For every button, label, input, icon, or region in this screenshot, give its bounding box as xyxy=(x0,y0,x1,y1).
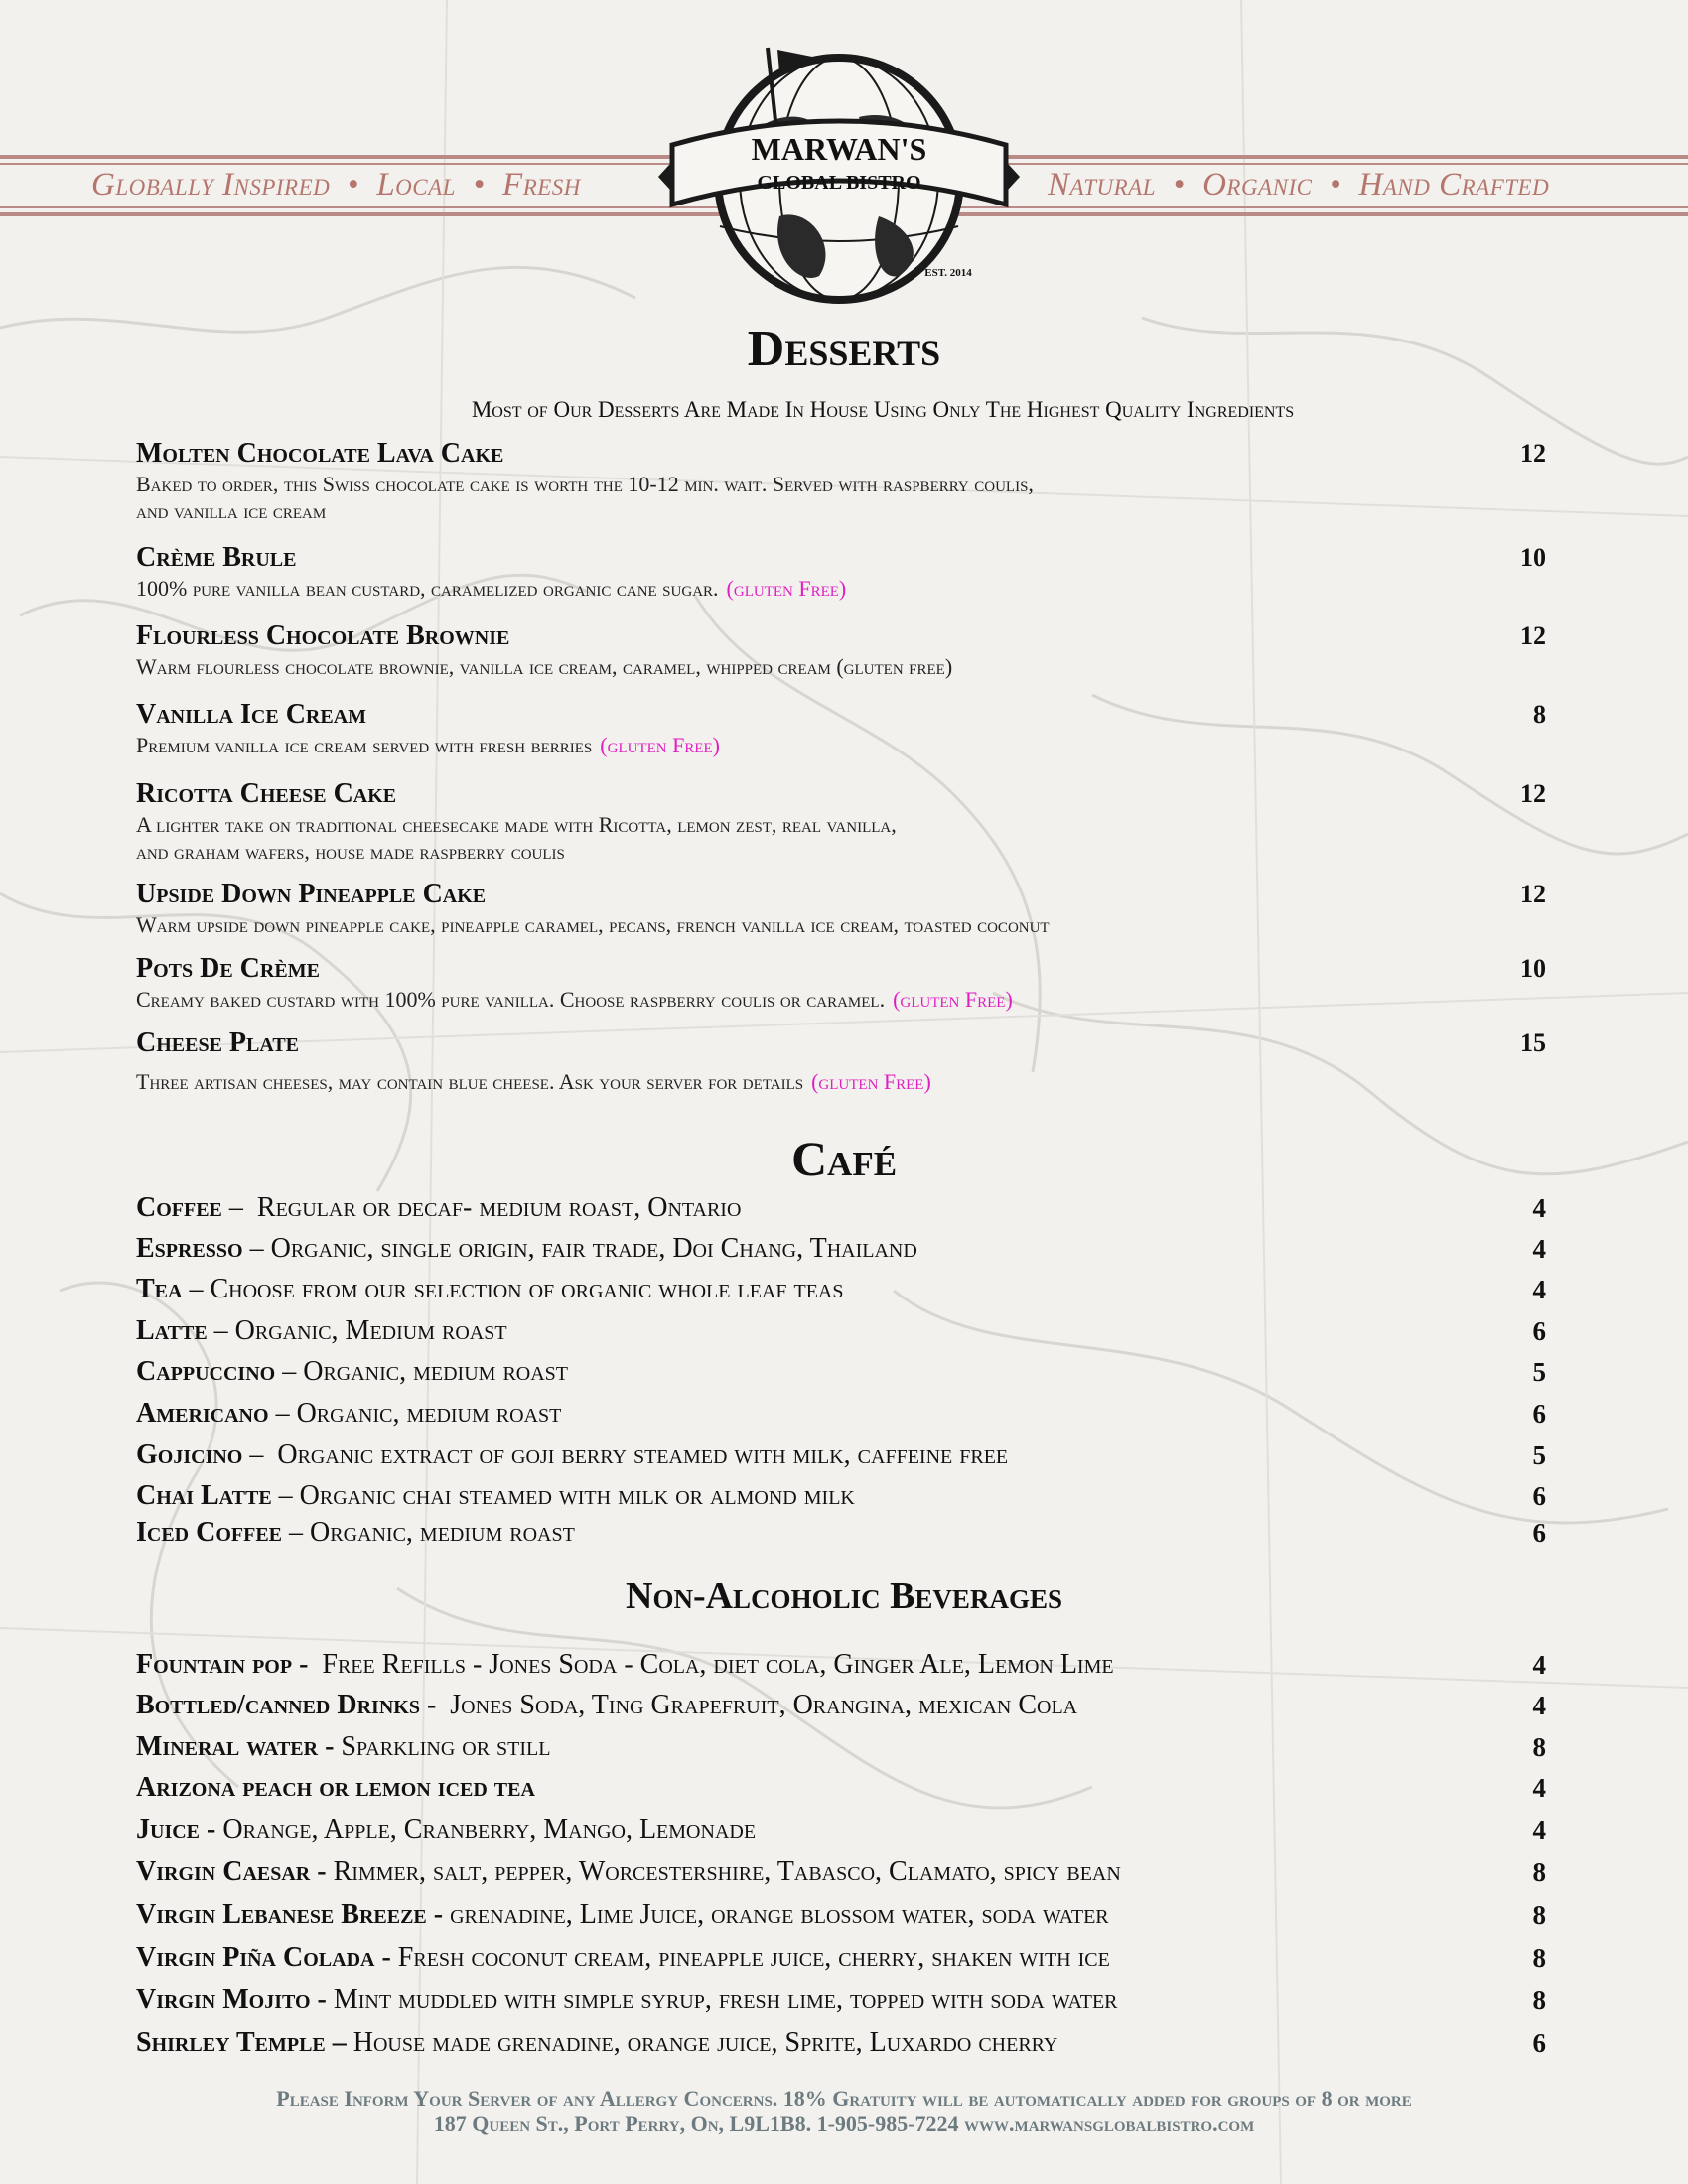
separator: - xyxy=(374,1942,398,1973)
cafe-item-name: Espresso xyxy=(136,1233,243,1264)
beverage-name: Shirley Temple xyxy=(136,2027,326,2058)
beverage-item xyxy=(136,1727,1546,1767)
dessert-price: 12 xyxy=(1520,779,1546,808)
bullet-icon: • xyxy=(1321,167,1350,203)
cafe-item xyxy=(136,1352,1546,1392)
beverages-title: Non-Alcoholic Beverages xyxy=(626,1575,1062,1617)
footer-allergy-notice: Please Inform Your Server of any Allergy Concerns. 18% Gratuity will be automatically added for groups of 8 or more xyxy=(276,2086,1412,2111)
beverage-item xyxy=(136,1938,1546,1978)
separator: - xyxy=(310,1856,334,1887)
separator: – xyxy=(282,1517,311,1548)
cafe-item-price: 4 xyxy=(1532,1275,1546,1304)
beverage-price: 4 xyxy=(1532,1815,1546,1844)
tagline-word: Local xyxy=(376,167,456,203)
dessert-price: 10 xyxy=(1520,543,1546,572)
beverage-desc: House made grenadine, orange juice, Sprite, Luxardo cherry xyxy=(352,2027,1058,2058)
footer-contact: 187 Queen St., Port Perry, On, L9L1B8. 1-905-985-7224 www.marwansglobalbistro.com xyxy=(433,2112,1255,2136)
beverage-item xyxy=(136,1645,1546,1685)
dessert-name: Ricotta Cheese Cake xyxy=(136,778,397,809)
beverage-name: Virgin Mojito xyxy=(136,1984,311,2015)
beverage-price: 4 xyxy=(1532,1650,1546,1680)
cafe-item xyxy=(136,1270,1546,1309)
beverage-item xyxy=(136,2023,1546,2063)
beverage-price: 4 xyxy=(1532,1773,1546,1803)
bullet-icon: • xyxy=(339,167,368,203)
beverage-name: Fountain pop xyxy=(136,1649,293,1680)
beverage-price: 4 xyxy=(1532,1691,1546,1720)
separator: – xyxy=(242,1233,271,1264)
gluten-free-badge: (gluten Free) xyxy=(811,1069,931,1094)
bullet-icon: • xyxy=(1164,167,1195,203)
dessert-item xyxy=(136,619,1546,680)
beverage-price: 8 xyxy=(1532,1857,1546,1887)
dessert-item xyxy=(136,952,1546,1013)
tagline-word: Natural xyxy=(1048,167,1156,203)
dessert-desc: and vanilla ice cream xyxy=(136,498,327,523)
left-tagline xyxy=(91,167,581,204)
cafe-item-name: Gojicino xyxy=(136,1439,243,1470)
dessert-desc: Baked to order, this Swiss chocolate cake is worth the 10-12 min. wait. Served with raspberry coulis, xyxy=(136,472,1034,496)
separator: - xyxy=(292,1649,323,1680)
dessert-desc-line xyxy=(136,575,1546,602)
cafe-item-name: Coffee xyxy=(136,1192,222,1223)
beverage-price: 8 xyxy=(1532,1732,1546,1762)
cafe-item-price: 6 xyxy=(1532,1518,1546,1548)
gluten-free-badge: (gluten Free) xyxy=(726,576,847,601)
beverage-name: Virgin Caesar xyxy=(136,1856,311,1887)
cafe-item-desc: Organic, medium roast xyxy=(310,1517,575,1548)
right-tagline xyxy=(1048,167,1549,204)
cafe-item-name: Latte xyxy=(136,1315,208,1346)
separator: – xyxy=(221,1192,257,1223)
beverage-desc: Orange, Apple, Cranberry, Mango, Lemonade xyxy=(222,1814,757,1844)
beverage-desc: grenadine, Lime Juice, orange blossom water, soda water xyxy=(450,1899,1109,1930)
cafe-item-name: Chai Latte xyxy=(136,1480,272,1511)
separator: – xyxy=(268,1398,297,1429)
dessert-desc: A lighter take on traditional cheesecake made with Ricotta, lemon zest, real vanilla, xyxy=(136,812,897,837)
desserts-title: Desserts xyxy=(747,321,941,377)
cafe-item-desc: Organic, Medium roast xyxy=(234,1315,507,1346)
cafe-item-name: Tea xyxy=(136,1274,183,1304)
beverage-item xyxy=(136,1768,1546,1808)
cafe-item xyxy=(136,1435,1546,1475)
dessert-name: Crème Brule xyxy=(136,542,297,573)
beverage-name: Juice xyxy=(136,1814,201,1844)
dessert-desc: Warm upside down pineapple cake, pineapple caramel, pecans, french vanilla ice cream, toasted coconut xyxy=(136,912,1050,937)
dessert-item xyxy=(136,777,1546,865)
dessert-desc: Warm flourless chocolate brownie, vanilla ice cream, caramel, whipped cream (gluten free) xyxy=(136,654,953,679)
dessert-price: 12 xyxy=(1520,880,1546,908)
dessert-desc: Creamy baked custard with 100% pure vanilla. Choose raspberry coulis or caramel. xyxy=(136,987,886,1012)
separator: - xyxy=(419,1690,451,1720)
dessert-price: 15 xyxy=(1520,1028,1546,1057)
beverage-name: Mineral water xyxy=(136,1731,319,1762)
dessert-name: Upside Down Pineapple Cake xyxy=(136,879,487,909)
beverage-name: Virgin Piña Colada xyxy=(136,1942,375,1973)
separator: - xyxy=(310,1984,334,2015)
dessert-desc: Premium vanilla ice cream served with fresh berries xyxy=(136,733,593,757)
dessert-price: 10 xyxy=(1520,954,1546,983)
cafe-item-desc: Organic, medium roast xyxy=(303,1356,569,1387)
beverage-desc: Jones Soda, Ting Grapefruit, Orangina, mexican Cola xyxy=(450,1690,1078,1720)
separator: – xyxy=(325,2027,353,2058)
separator: – xyxy=(207,1315,235,1346)
separator: - xyxy=(426,1899,451,1930)
tagline-word: Fresh xyxy=(502,167,581,203)
cafe-item-price: 5 xyxy=(1532,1440,1546,1470)
cafe-item-price: 4 xyxy=(1532,1234,1546,1264)
dessert-name: Flourless Chocolate Brownie xyxy=(136,620,510,651)
dessert-name: Cheese Plate xyxy=(136,1027,300,1058)
beverage-desc: Fresh coconut cream, pineapple juice, cherry, shaken with ice xyxy=(397,1942,1110,1973)
cafe-item xyxy=(136,1513,1546,1553)
dessert-name: Vanilla Ice Cream xyxy=(136,699,367,730)
beverage-price: 8 xyxy=(1532,1985,1546,2015)
cafe-item xyxy=(136,1229,1546,1269)
cafe-item xyxy=(136,1188,1546,1228)
beverage-price: 6 xyxy=(1532,2028,1546,2058)
cafe-item-price: 5 xyxy=(1532,1357,1546,1387)
dessert-desc-line xyxy=(136,1068,1546,1095)
bullet-icon: • xyxy=(464,167,494,203)
gluten-free-badge: (gluten Free) xyxy=(600,733,720,757)
beverage-item xyxy=(136,1686,1546,1725)
logo-line1: MARWAN'S xyxy=(751,131,927,167)
separator: – xyxy=(275,1356,304,1387)
dessert-name: Pots De Crème xyxy=(136,953,320,984)
dessert-desc-line xyxy=(136,732,1546,758)
cafe-item-desc: Organic chai steamed with milk or almond milk xyxy=(299,1480,855,1511)
separator: - xyxy=(200,1814,223,1844)
dessert-item xyxy=(136,698,1546,758)
dessert-name: Molten Chocolate Lava Cake xyxy=(136,438,504,469)
dessert-item xyxy=(136,437,1546,524)
beverage-desc: Free Refills - Jones Soda - Cola, diet cola, Ginger Ale, Lemon Lime xyxy=(322,1649,1114,1680)
dessert-item xyxy=(136,1026,1546,1095)
cafe-item-desc: Organic, medium roast xyxy=(296,1398,562,1429)
beverage-name: Bottled/canned Drinks xyxy=(136,1690,420,1720)
logo-est: EST. 2014 xyxy=(924,267,972,279)
gluten-free-badge: (gluten Free) xyxy=(893,987,1013,1012)
dessert-item xyxy=(136,878,1546,938)
cafe-item xyxy=(136,1476,1546,1516)
tagline-word: Hand Crafted xyxy=(1358,167,1550,203)
cafe-item-price: 4 xyxy=(1532,1193,1546,1223)
cafe-item-name: Cappuccino xyxy=(136,1356,276,1387)
cafe-item-desc: Organic, single origin, fair trade, Doi Chang, Thailand xyxy=(270,1233,917,1264)
separator: – xyxy=(182,1274,211,1304)
dessert-desc-line xyxy=(136,986,1546,1013)
beverage-item xyxy=(136,1980,1546,2020)
beverage-name: Virgin Lebanese Breeze xyxy=(136,1899,427,1930)
beverage-desc: Rimmer, salt, pepper, Worcestershire, Tabasco, Clamato, spicy bean xyxy=(333,1856,1121,1887)
cafe-item-name: Americano xyxy=(136,1398,269,1429)
cafe-item-price: 6 xyxy=(1532,1399,1546,1429)
dessert-desc: and graham wafers, house made raspberry coulis xyxy=(136,839,565,864)
cafe-item xyxy=(136,1394,1546,1433)
cafe-item-price: 6 xyxy=(1532,1481,1546,1511)
cafe-item-desc: Organic extract of goji berry steamed with milk, caffeine free xyxy=(277,1439,1009,1470)
cafe-item-desc: Choose from our selection of organic whole leaf teas xyxy=(210,1274,844,1304)
separator: – xyxy=(242,1439,278,1470)
cafe-item-desc: Regular or decaf- medium roast, Ontario xyxy=(256,1192,742,1223)
dessert-price: 12 xyxy=(1520,439,1546,468)
beverage-price: 8 xyxy=(1532,1900,1546,1930)
beverage-price: 8 xyxy=(1532,1943,1546,1973)
tagline-word: Globally Inspired xyxy=(91,167,331,203)
dessert-price: 12 xyxy=(1520,621,1546,650)
tagline-word: Organic xyxy=(1202,167,1313,203)
dessert-price: 8 xyxy=(1533,700,1546,729)
separator: – xyxy=(271,1480,300,1511)
beverage-desc: Sparkling or still xyxy=(341,1731,551,1762)
bistro-logo xyxy=(650,28,1028,306)
dessert-desc: 100% pure vanilla bean custard, caramelized organic cane sugar. xyxy=(136,576,719,601)
logo-line2: GLOBAL BISTRO xyxy=(757,172,921,194)
beverage-name: Arizona peach or lemon iced tea xyxy=(136,1772,535,1803)
beverage-item xyxy=(136,1895,1546,1935)
dessert-item xyxy=(136,541,1546,602)
cafe-item xyxy=(136,1311,1546,1351)
desserts-subtitle: Most of Our Desserts Are Made In House Using Only The Highest Quality Ingredients xyxy=(471,397,1295,422)
cafe-item-price: 6 xyxy=(1532,1316,1546,1346)
dessert-desc: Three artisan cheeses, may contain blue cheese. Ask your server for details xyxy=(136,1069,804,1094)
cafe-item-name: Iced Coffee xyxy=(136,1517,283,1548)
cafe-title: Café xyxy=(790,1131,898,1186)
beverage-item xyxy=(136,1852,1546,1892)
beverage-desc: Mint muddled with simple syrup, fresh lime, topped with soda water xyxy=(333,1984,1118,2015)
beverage-item xyxy=(136,1810,1546,1849)
separator: - xyxy=(318,1731,342,1762)
